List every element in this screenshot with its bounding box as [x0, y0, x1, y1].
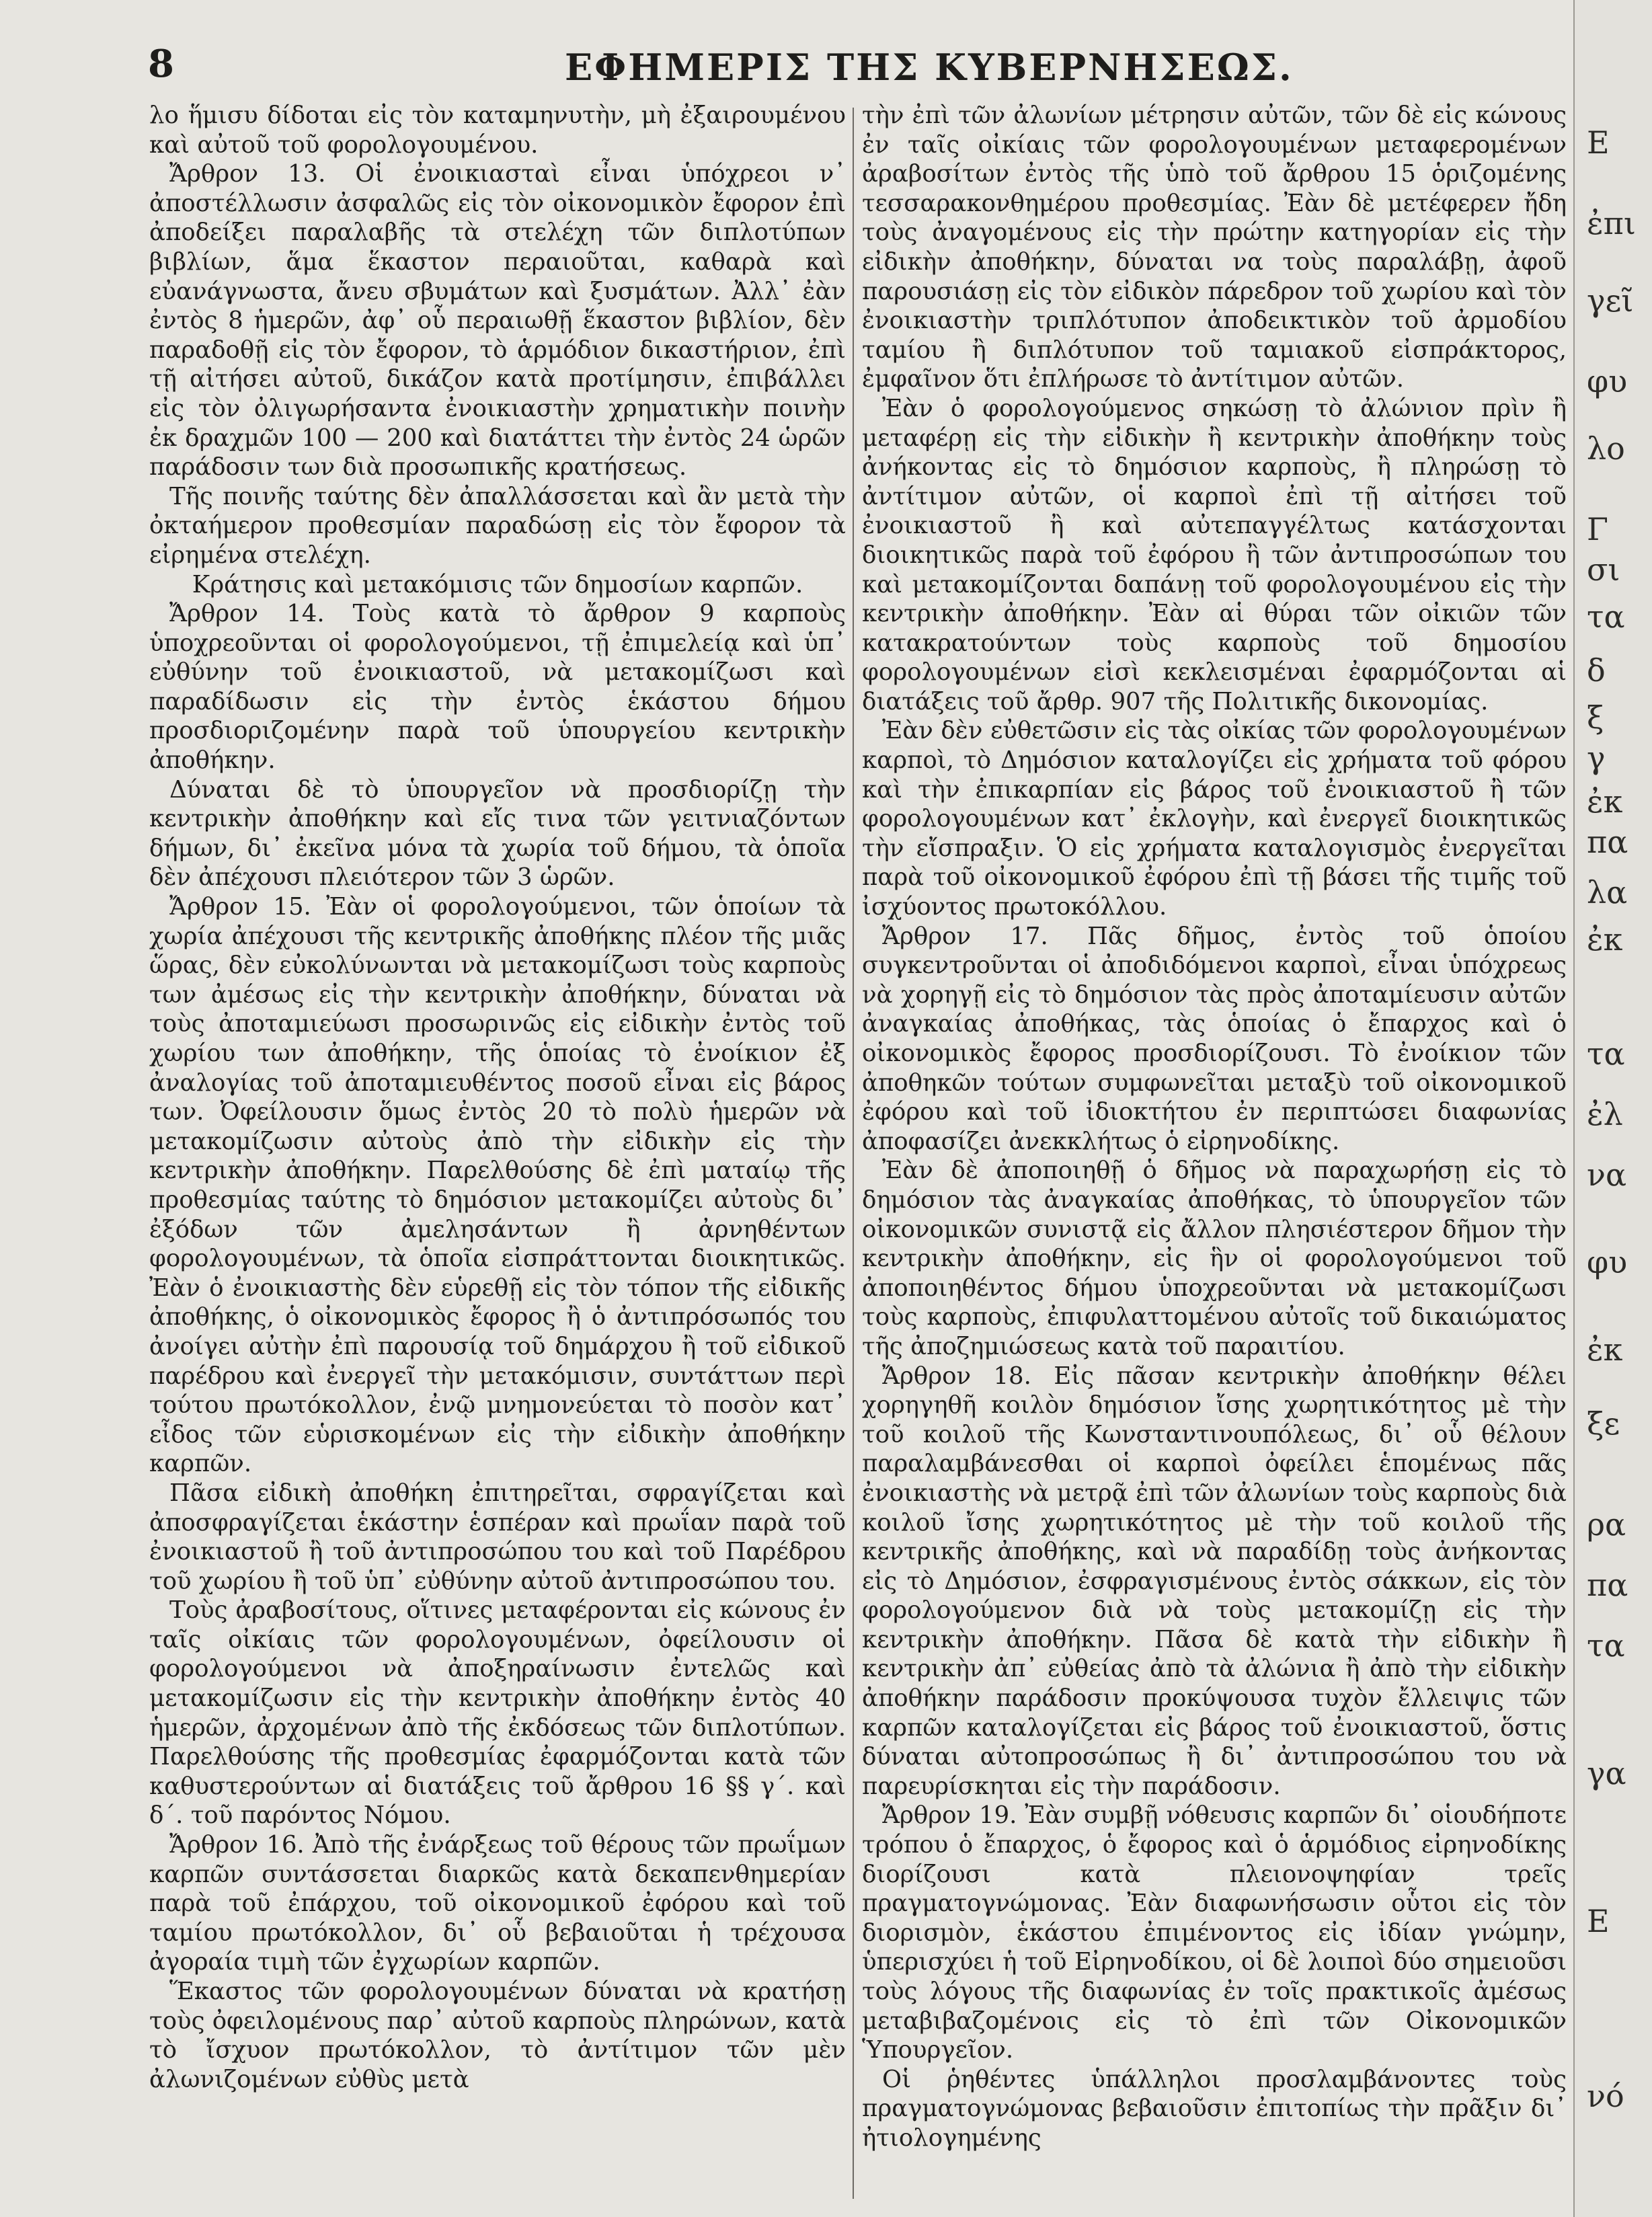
- column-divider: [853, 108, 854, 2199]
- right-paragraph-7: Ἄρθρον 19. Ἐὰν συμβῇ νόθευσις καρπῶν δι᾿ οἱουδήποτε τρόπου ὁ ἔπαρχος, ὁ ἔφορος καὶ ὁ ἁρμόδιος εἰρηνοδίκης διορίζουσι κατὰ πλειονοψηφίαν τρεῖς πραγματογνώμονας. Ἐὰν διαφωνήσωσιν οὗτοι εἰς τὸν διορισμὸν, ἑκάστου ἐπιμένοντος εἰς ἰδίαν γνώμην, ὑπερισχύει ἡ τοῦ Εἰρηνοδίκου, οἱ δὲ λοιποὶ δύο σημειοῦσι τοὺς λόγους τῆς διαφωνίας ἐν τοῖς πρακτικοῖς ἀμέσως μεταβιβαζομένοις εἰς τὸ ἐπὶ τῶν Οἰκονομικῶν Ὑπουργεῖον.: [862, 1801, 1567, 2064]
- next-page-fragment: τα: [1587, 1627, 1625, 1664]
- next-page-fragment: Ε: [1587, 124, 1610, 161]
- left-paragraph-3: Τῆς ποινῆς ταύτης δὲν ἀπαλλάσσεται καὶ ἂν μετὰ τὴν ὀκταήμερον προθεσμίαν παραδώσῃ εἰς τὸν ἔφορον τὰ εἰρημένα στελέχη.: [149, 482, 846, 569]
- next-page-fragment: λο: [1587, 430, 1625, 467]
- next-page-fragment: τα: [1587, 1036, 1625, 1072]
- next-page-fragment: νό: [1587, 2078, 1624, 2114]
- next-page-fragment: σι: [1587, 551, 1620, 588]
- next-page-fragment: ἐλ: [1587, 1096, 1623, 1132]
- left-paragraph-1: λο ἥμισυ δίδοται εἰς τὸν καταμηνυτὴν, μὴ ἐξαιρουμένου καὶ αὐτοῦ τοῦ φορολογουμένου.: [149, 102, 846, 159]
- page-header: [148, 42, 1560, 95]
- right-paragraph-5: Ἐὰν δὲ ἀποποιηθῇ ὁ δῆμος νὰ παραχωρήσῃ εἰς τὸ δημόσιον τὰς ἀναγκαίας ἀποθήκας, τὸ ὑπουργεῖον τῶν οἰκονομικῶν συνιστᾷ εἰς ἄλλον πλησιέστερον δῆμον τὴν κεντρικὴν ἀποθήκην, εἰς ἣν οἱ φορολογούμενοι τοῦ ἀποποιηθέντος δήμου ὑποχρεοῦνται νὰ μετακομίζωσι τοὺς καρποὺς, ἐπιφυλαττομένου αὐτοῖς τοῦ δικαιώματος τῆς ἀποζημιώσεως κατὰ τοῦ παραιτίου.: [862, 1157, 1567, 1360]
- next-page-edge: [1573, 0, 1652, 2217]
- left-paragraph-10: Ἄρθρον 16. Ἀπὸ τῆς ἐνάρξεως τοῦ θέρους τῶν πρωΐμων καρπῶν συντάσσεται διαρκῶς κατὰ δεκαπενθημερίαν παρὰ τοῦ ἐπάρχου, τοῦ οἰκονομικοῦ ἐφόρου καὶ τοῦ ταμίου πρωτόκολλον, δι᾿ οὗ βεβαιοῦται ἡ τρέχουσα ἀγοραία τιμὴ τῶν ἐγχωρίων καρπῶν.: [149, 1831, 846, 1976]
- right-paragraph-4: Ἄρθρον 17. Πᾶς δῆμος, ἐντὸς τοῦ ὁποίου συγκεντροῦνται οἱ ἀποδιδόμενοι καρποὶ, εἶναι ὑπόχρεως νὰ χορηγῇ εἰς τὸ δημόσιον τὰς πρὸς ἀποταμίευσιν αὐτῶν ἀναγκαίας ἀποθήκας, τὰς ὁποίας ὁ ἔπαρχος καὶ ὁ οἰκονομικὸς ἔφορος προσδιορίζουσι. Τὸ ἐνοίκιον τῶν ἀποθηκῶν τούτων συμφωνεῖται μεταξὺ τοῦ οἰκονομικοῦ ἐφόρου καὶ τοῦ ἰδιοκτήτου ἐν περιπτώσει διαφωνίας ἀποφασίζει ἀνεκκλήτως ὁ εἰρηνοδίκης.: [862, 922, 1567, 1155]
- right-paragraph-2: Ἐὰν ὁ φορολογούμενος σηκώσῃ τὸ ἀλώνιον πρὶν ἢ μεταφέρῃ εἰς τὴν εἰδικὴν ἢ κεντρικὴν ἀποθήκην τοὺς ἀνήκοντας εἰς τὸ δημόσιον καρποὺς, ἢ πληρώσῃ τὸ ἀντίτιμον αὐτῶν, οἱ καρποὶ ἐπὶ τῇ αἰτήσει τοῦ ἐνοικιαστοῦ ἢ καὶ αὐτεπαγγέλτως κατάσχονται διοικητικῶς παρὰ τοῦ ἐφόρου ἢ τῶν ἀντιπροσώπων του καὶ μετακομίζονται δαπάνῃ τοῦ φορολογουμένου εἰς τὴν κεντρικὴν ἀποθήκην. Ἐὰν αἱ θύραι τῶν οἰκιῶν τῶν κατακρατούντων τοὺς καρποὺς τοῦ δημοσίου φορολογουμένων εἰσὶ κεκλεισμέναι ἐφαρμόζονται αἱ διατάξεις τοῦ ἄρθρ. 907 τῆς Πολιτικῆς δικονομίας.: [862, 394, 1567, 715]
- next-page-fragment: πα: [1587, 1567, 1628, 1603]
- left-paragraph-6: Δύναται δὲ τὸ ὑπουργεῖον νὰ προσδιορίζῃ τὴν κεντρικὴν ἀποθήκην καὶ εἴς τινα τῶν γειτνιαζόντων δήμων, δι᾿ ἐκεῖνα μόνα τὰ χωρία τοῦ δήμου, τὰ ὁποῖα δὲν ἀπέχουσι πλειότερον τῶν 3 ὡρῶν.: [149, 775, 846, 892]
- next-page-fragment: λα: [1587, 874, 1628, 910]
- right-paragraph-3: Ἐὰν δὲν εὐθετῶσιν εἰς τὰς οἰκίας τῶν φορολογουμένων καρποὶ, τὸ Δημόσιον καταλογίζει εἰς χρήματα τοῦ φόρου καὶ τὴν ἐπικαρπίαν εἰς βάρος τοῦ ἐνοικιαστοῦ ἢ τῶν φορολογουμένων κατ᾿ ἐκλογὴν, καὶ ἐνεργεῖ διοικητικῶς τὴν εἴσπραξιν. Ὁ εἰς χρήματα καταλογισμὸς ἐνεργεῖται παρὰ τοῦ οἰκονομικοῦ ἐφόρου ἐπὶ τῇ βάσει τῆς τιμῆς τοῦ ἰσχύοντος πρωτοκόλλου.: [862, 717, 1567, 921]
- right-paragraph-8: Οἱ ῥηθέντες ὑπάλληλοι προσλαμβάνοντες τοὺς πραγματογνώμονας βεβαιοῦσιν ἐπιτοπίως τὴν πρᾶξιν δι᾿ ἠτιολογημένης: [862, 2065, 1567, 2152]
- next-page-fragment: ἐκ: [1587, 1331, 1623, 1368]
- next-page-fragment: ἐπι: [1587, 205, 1636, 241]
- next-page-fragment: Ε: [1587, 1903, 1610, 1939]
- next-page-fragment: φυ: [1587, 1244, 1628, 1280]
- next-page-fragment: να: [1587, 1157, 1627, 1193]
- left-paragraph-9: Τοὺς ἀραβοσίτους, οἵτινες μεταφέρονται εἰς κώνους ἐν ταῖς οἰκίαις τῶν φορολογουμένων, ὀφείλουσιν οἱ φορολογούμενοι νὰ ἀποξηραίνωσιν ἐντελῶς καὶ μετακομίζωσιν εἰς τὴν κεντρικὴν ἀποθήκην ἐντὸς 40 ἡμερῶν, ἀρχομένων ἀπὸ τῆς ἐκδόσεως τῶν διπλοτύπων. Παρελθούσης τῆς προθεσμίας ἐφαρμόζονται κατὰ τῶν καθυστερούντων αἱ διατάξεις τοῦ ἄρθρου 16 §§ γ΄. καὶ δ΄. τοῦ παρόντος Νόμου.: [149, 1596, 846, 1830]
- left-paragraph-5: Ἄρθρον 14. Τοὺς κατὰ τὸ ἄρθρον 9 καρποὺς ὑποχρεοῦνται οἱ φορολογούμενοι, τῇ ἐπιμελείᾳ καὶ ὑπ᾿ εὐθύνην τοῦ ἐνοικιαστοῦ, νὰ μετακομίζωσι καὶ παραδίδωσιν εἰς τὴν ἐντὸς ἑκάστου δήμου προσδιοριζομένην παρὰ τοῦ ὑπουργείου κεντρικὴν ἀποθήκην.: [149, 600, 846, 775]
- next-page-fragment: δ: [1587, 652, 1606, 689]
- next-page-fragment: ἐκ: [1587, 921, 1623, 958]
- next-page-fragment: φυ: [1587, 363, 1628, 399]
- next-page-fragment: ρα: [1587, 1506, 1626, 1543]
- left-paragraph-2: Ἄρθρον 13. Οἱ ἐνοικιασταὶ εἶναι ὑπόχρεοι ν᾿ ἀποστέλλωσιν ἀσφαλῶς εἰς τὸν οἰκονομικὸν ἔφορον ἐπὶ ἀποδείξει παραλαβῆς τὰ στελέχη τῶν διπλοτύπων βιβλίων, ἅμα ἕκαστον περαιοῦται, καθαρὰ καὶ εὐανάγνωστα, ἄνευ σβυμάτων καὶ ξυσμάτων. Ἀλλ᾿ ἐὰν ἐντὸς 8 ἡμερῶν, ἀφ᾿ οὗ περαιωθῇ ἕκαστον βιβλίον, δὲν παραδοθῇ εἰς τὸν ἔφορον, τὸ ἁρμόδιον δικαστήριον, ἐπὶ τῇ αἰτήσει αὐτοῦ, δικάζον κατὰ προτίμησιν, ἐπιβάλλει εἰς τὸν ὀλιγωρήσαντα ἐνοικιαστὴν χρηματικὴν ποινὴν ἐκ δραχμῶν 100 — 200 καὶ διατάττει τὴν ἐντὸς 24 ὡρῶν παράδοσιν των διὰ προσωπικῆς κρατήσεως.: [149, 160, 846, 481]
- left-paragraph-8: Πᾶσα εἰδικὴ ἀποθήκη ἐπιτηρεῖται, σφραγίζεται καὶ ἀποσφραγίζεται ἑκάστην ἑσπέραν καὶ πρωΐαν παρὰ τοῦ ἐνοικιαστοῦ ἢ τοῦ ἀντιπροσώπου του καὶ τοῦ Παρέδρου τοῦ χωρίου ἢ τοῦ ὑπ᾿ εὐθύνην αὐτοῦ ἀντιπροσώπου του.: [149, 1479, 846, 1595]
- left-column: [149, 101, 846, 2199]
- next-page-fragment: Γ: [1587, 511, 1608, 547]
- page-number: 8: [148, 42, 174, 86]
- next-page-fragment: ξ: [1587, 699, 1604, 736]
- right-column: [862, 101, 1567, 2199]
- next-page-fragment: πα: [1587, 824, 1628, 860]
- next-page-fragment: ξε: [1587, 1405, 1620, 1442]
- next-page-fragment: γα: [1587, 1755, 1626, 1791]
- next-page-fragment: γ: [1587, 740, 1606, 776]
- journal-title: ΕΦΗΜΕΡΙΣ ΤΗΣ ΚΥΒΕΡΝΗΣΕΩΣ.: [565, 46, 1294, 89]
- next-page-fragment: ἐκ: [1587, 783, 1623, 820]
- section-heading: Κράτησις καὶ μετακόμισις τῶν δημοσίων καρπῶν.: [192, 570, 803, 598]
- right-paragraph-1: τὴν ἐπὶ τῶν ἀλωνίων μέτρησιν αὐτῶν, τῶν δὲ εἰς κώνους ἐν ταῖς οἰκίαις τῶν φορολογουμένων μεταφερομένων ἀραβοσίτων ἐντὸς τῆς ὑπὸ τοῦ ἄρθρου 15 ὁριζομένης τεσσαρακονθημέρου προθεσμίας. Ἐὰν δὲ μετέφερεν ἤδη τοὺς ἀναγομένους εἰς τὴν πρώτην κατηγορίαν εἰς τὴν εἰδικὴν ἀποθήκην, δύναται να τοὺς παραλάβῃ, ἀφοῦ παρουσιάσῃ εἰς τὸν εἰδικὸν πάρεδρον τοῦ χωρίου καὶ τὸν ἐνοικιαστὴν τριπλότυπον ἀποδεικτικὸν τοῦ ἀρμοδίου ταμίου ἢ διπλότυπον τοῦ ταμιακοῦ εἰσπράκτορος, ἐμφαῖνον ὅτι ἐπλήρωσε τὸ ἀντίτιμον αὐτῶν.: [862, 102, 1567, 393]
- left-paragraph-7: Ἄρθρον 15. Ἐὰν οἱ φορολογούμενοι, τῶν ὁποίων τὰ χωρία ἀπέχουσι τῆς κεντρικῆς ἀποθήκης πλέον τῆς μιᾶς ὥρας, δὲν εὐκολύνωνται νὰ μετακομίζωσι τοὺς καρποὺς των ἀμέσως εἰς τὴν κεντρικὴν ἀποθήκην, δύναται νὰ τοὺς ἀποταμιεύωσι προσωρινῶς εἰς εἰδικὴν ἐντὸς τοῦ χωρίου των ἀποθήκην, τῆς ὁποίας τὸ ἐνοίκιον ἐξ ἀναλογίας τοῦ ἀποταμιευθέντος ποσοῦ εἶναι εἰς βάρος των. Ὀφείλουσιν ὅμως ἐντὸς 20 τὸ πολὺ ἡμερῶν νὰ μετακομίζωσιν αὐτοὺς ἀπὸ τὴν εἰδικὴν εἰς τὴν κεντρικὴν ἀποθήκην. Παρελθούσης δὲ ἐπὶ ματαίῳ τῆς προθεσμίας ταύτης τὸ δημόσιον μετακομίζει αὐτοὺς δι᾿ ἐξόδων τῶν ἀμελησάντων ἢ ἀρνηθέντων φορολογουμένων, τὰ ὁποῖα εἰσπράττονται διοικητικῶς. Ἐὰν ὁ ἐνοικιαστὴς δὲν εὑρεθῇ εἰς τὸν τόπον τῆς εἰδικῆς ἀποθήκης, ὁ οἰκονομικὸς ἔφορος ἢ ὁ ἀντιπρόσωπός του ἀνοίγει αὐτὴν ἐπὶ παρουσίᾳ τοῦ δημάρχου ἢ τοῦ εἰδικοῦ παρέδρου καὶ ἐνεργεῖ τὴν μετακόμισιν, συντάττων περὶ τούτου πρωτόκολλον, ἐνῷ μνημονεύεται τὸ ποσὸν κατ᾿ εἶδος τῶν εὑρισκομένων εἰς τὴν εἰδικὴν ἀποθήκην καρπῶν.: [149, 893, 846, 1478]
- next-page-fragment: τα: [1587, 598, 1625, 635]
- next-page-fragment: γεῖ: [1587, 282, 1634, 319]
- right-paragraph-6: Ἄρθρον 18. Εἰς πᾶσαν κεντρικὴν ἀποθήκην θέλει χορηγηθῆ κοιλὸν δημόσιον ἴσης χωρητικότητος μὲ τὴν τοῦ κοιλοῦ τῆς Κωνσταντινουπόλεως, δι᾿ οὗ θέλουν παραλαμβάνεσθαι οἱ καρποὶ ὀφείλει ἑπομένως πᾶς ἐνοικιαστὴς νὰ μετρᾷ ἐπὶ τῶν ἀλωνίων τοὺς καρποὺς διὰ κοιλοῦ ἴσης χωρητικότητος μὲ τὴν τοῦ κοιλοῦ τῆς κεντρικῆς ἀποθήκης, καὶ νὰ παραδίδῃ τοὺς ἀνήκοντας εἰς τὸ Δημόσιον, ἐσφραγισμένους ἐντὸς σάκκων, εἰς τὸν φορολογούμενον διὰ νὰ τοὺς μετακομίζῃ εἰς τὴν κεντρικὴν ἀποθήκην. Πᾶσα δὲ κατὰ τὴν εἰδικὴν ἢ κεντρικὴν ἀπ᾿ εὐθείας ἀπὸ τὰ ἀλώνια ἢ ἀπὸ τὴν εἰδικὴν ἀποθήκην παράδοσιν προκύψουσα τυχὸν ἔλλειψις τῶν καρπῶν καταλογίζεται εἰς βάρος τοῦ ἐνοικιαστοῦ, ὅστις δύναται αὐτοπροσώπως ἢ δι᾿ ἀντιπροσώπου του νὰ παρευρίσκηται εἰς τὴν παράδοσιν.: [862, 1362, 1567, 1800]
- left-paragraph-11: Ἕκαστος τῶν φορολογουμένων δύναται νὰ κρατήσῃ τοὺς ὀφειλομένους παρ᾿ αὐτοῦ καρποὺς πληρώνων, κατὰ τὸ ἴσχυον πρωτόκολλον, τὸ ἀντίτιμον τῶν μὲν ἀλωνιζομένων εὐθὺς μετὰ: [149, 1978, 846, 2093]
